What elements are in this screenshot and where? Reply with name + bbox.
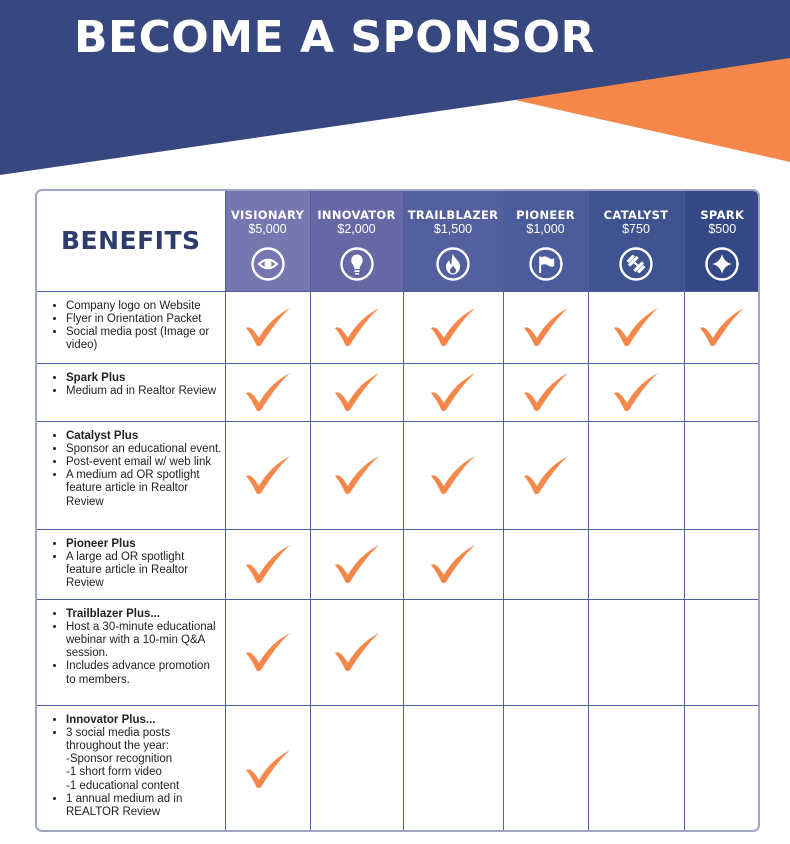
tier-header-trailblazer	[403, 191, 503, 291]
checkmark-icon	[243, 454, 293, 496]
checkmark-icon	[521, 454, 571, 496]
benefit-list	[43, 300, 223, 353]
checkmark-icon	[332, 631, 382, 673]
check-cell-catalyst	[588, 529, 684, 599]
tier-header-spark	[684, 191, 760, 291]
benefit-description	[37, 363, 225, 421]
tier-header-pioneer	[503, 191, 588, 291]
benefit-item: • Flyer in Orientation Packet	[66, 313, 223, 326]
check-cell-pioneer	[503, 705, 588, 832]
check-cell-catalyst	[588, 291, 684, 363]
check-cell-catalyst	[588, 421, 684, 529]
benefit-item: • A large ad OR spotlight feature article in Realtor Review	[66, 551, 223, 591]
sponsor-benefits-card	[35, 189, 760, 832]
checkmark-icon	[332, 543, 382, 585]
check-cell-innovator	[310, 599, 403, 705]
check-cell-spark	[684, 291, 760, 363]
checkmark-icon	[611, 306, 661, 348]
check-cell-pioneer	[503, 599, 588, 705]
benefits-heading: BENEFITS	[37, 191, 225, 291]
benefit-row	[37, 291, 760, 363]
tier-header-innovator	[310, 191, 403, 291]
check-cell-visionary	[225, 291, 310, 363]
benefit-row	[37, 363, 760, 421]
benefit-list	[43, 714, 223, 820]
tier-header-row	[37, 191, 760, 291]
check-cell-spark	[684, 363, 760, 421]
benefit-item: • Medium ad in Realtor Review	[66, 385, 223, 398]
tier-price: $1,500	[433, 222, 473, 236]
check-cell-pioneer	[503, 291, 588, 363]
check-cell-spark	[684, 599, 760, 705]
eye-icon	[250, 246, 286, 282]
checkmark-icon	[243, 631, 293, 673]
checkmark-icon	[243, 748, 293, 790]
benefit-tier-title: • Trailblazer Plus...	[66, 608, 223, 621]
benefit-description	[37, 705, 225, 832]
tier-name: INNOVATOR	[317, 208, 396, 222]
check-cell-innovator	[310, 363, 403, 421]
table-body	[37, 191, 760, 832]
check-cell-innovator	[310, 291, 403, 363]
benefit-list	[43, 538, 223, 591]
check-cell-trailblazer	[403, 291, 503, 363]
sparkle-icon	[704, 246, 740, 282]
benefit-row	[37, 705, 760, 832]
check-cell-pioneer	[503, 529, 588, 599]
benefit-description	[37, 529, 225, 599]
check-cell-trailblazer	[403, 599, 503, 705]
sponsor-benefits-table	[37, 191, 760, 832]
checkmark-icon	[243, 543, 293, 585]
check-cell-visionary	[225, 363, 310, 421]
benefit-item: • Social media post (Image or video)	[66, 326, 223, 352]
check-cell-catalyst	[588, 363, 684, 421]
tier-header-catalyst	[588, 191, 684, 291]
check-cell-visionary	[225, 705, 310, 832]
checkmark-icon	[243, 371, 293, 413]
benefit-tier-title: • Pioneer Plus	[66, 538, 223, 551]
checkmark-icon	[428, 543, 478, 585]
check-cell-pioneer	[503, 421, 588, 529]
benefit-description	[37, 291, 225, 363]
checkmark-icon	[332, 306, 382, 348]
benefit-description	[37, 599, 225, 705]
benefit-item: • 1 annual medium ad in REALTOR Review	[66, 793, 223, 819]
check-cell-innovator	[310, 529, 403, 599]
tier-header-visionary	[225, 191, 310, 291]
check-cell-trailblazer	[403, 421, 503, 529]
benefit-item: • A medium ad OR spotlight feature article in Realtor Review	[66, 469, 223, 509]
benefit-list	[43, 372, 223, 398]
checkmark-icon	[521, 371, 571, 413]
benefit-item: • Post-event email w/ web link	[66, 456, 223, 469]
dumbbell-icon	[618, 246, 654, 282]
checkmark-icon	[611, 371, 661, 413]
check-cell-trailblazer	[403, 529, 503, 599]
check-cell-innovator	[310, 705, 403, 832]
tier-price: $1,000	[526, 222, 565, 236]
benefit-list	[43, 430, 223, 509]
tier-name: PIONEER	[516, 208, 575, 222]
check-cell-spark	[684, 705, 760, 832]
benefit-item: • Sponsor an educational event.	[66, 443, 223, 456]
benefit-tier-title: • Innovator Plus...	[66, 714, 223, 727]
check-cell-spark	[684, 421, 760, 529]
check-cell-visionary	[225, 421, 310, 529]
check-cell-trailblazer	[403, 363, 503, 421]
checkmark-icon	[521, 306, 571, 348]
check-cell-visionary	[225, 599, 310, 705]
flag-icon	[528, 246, 564, 282]
checkmark-icon	[332, 454, 382, 496]
check-cell-catalyst	[588, 705, 684, 832]
tier-price: $500	[708, 222, 737, 236]
check-cell-visionary	[225, 529, 310, 599]
tier-price: $2,000	[337, 222, 376, 236]
check-cell-innovator	[310, 421, 403, 529]
checkmark-icon	[428, 454, 478, 496]
benefit-item: • Host a 30-minute educational webinar with a 10-min Q&A session.	[66, 621, 223, 661]
benefit-description	[37, 421, 225, 529]
checkmark-icon	[428, 306, 478, 348]
check-cell-spark	[684, 529, 760, 599]
checkmark-icon	[332, 371, 382, 413]
benefit-row	[37, 599, 760, 705]
flame-icon	[435, 246, 471, 282]
benefit-row	[37, 529, 760, 599]
check-cell-catalyst	[588, 599, 684, 705]
benefit-row	[37, 421, 760, 529]
benefit-tier-title: • Catalyst Plus	[66, 430, 223, 443]
benefit-item: • 3 social media posts throughout the year: -Sponsor recognition -1 short form video -1 educational content	[66, 727, 223, 793]
tier-price: $5,000	[248, 222, 287, 236]
tier-name: CATALYST	[603, 208, 669, 222]
benefit-list	[43, 608, 223, 687]
lightbulb-icon	[339, 246, 375, 282]
checkmark-icon	[428, 371, 478, 413]
tier-name: VISIONARY	[230, 208, 305, 222]
tier-name: TRAILBLAZER	[407, 208, 499, 222]
checkmark-icon	[243, 306, 293, 348]
checkmark-icon	[697, 306, 747, 348]
benefit-item: • Includes advance promotion to members.	[66, 660, 223, 686]
benefit-item: • Company logo on Website	[66, 300, 223, 313]
benefit-tier-title: • Spark Plus	[66, 372, 223, 385]
check-cell-trailblazer	[403, 705, 503, 832]
check-cell-pioneer	[503, 363, 588, 421]
tier-price: $750	[622, 222, 650, 236]
page-title: BECOME A SPONSOR	[74, 12, 595, 63]
tier-name: SPARK	[700, 208, 745, 222]
